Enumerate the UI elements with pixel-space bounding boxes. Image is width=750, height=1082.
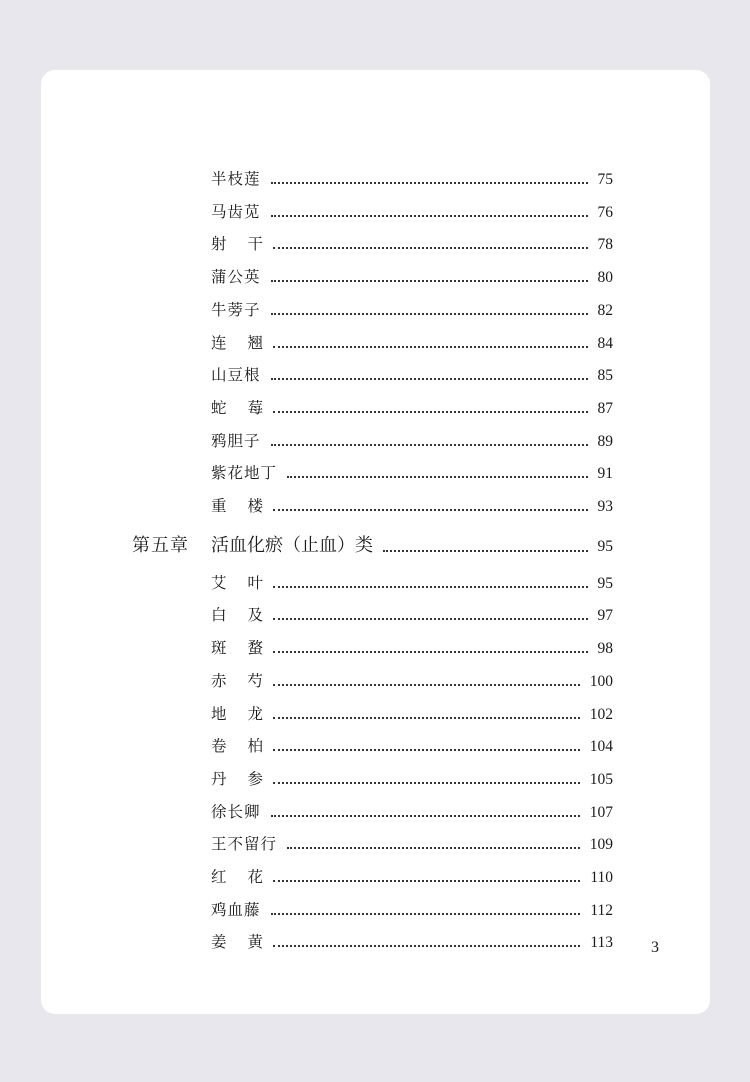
page-number: 3 bbox=[651, 939, 659, 956]
toc-entry[interactable] bbox=[41, 396, 710, 420]
dot-leader bbox=[271, 815, 580, 817]
toc-entry-title: 连 翘 bbox=[211, 333, 263, 352]
toc-chapter-heading[interactable] bbox=[41, 533, 710, 557]
toc-entry[interactable] bbox=[41, 930, 710, 954]
toc-entry-page: 104 bbox=[589, 738, 613, 756]
toc-entry-page: 95 bbox=[597, 574, 613, 592]
toc-entry-title: 卷 柏 bbox=[211, 737, 263, 756]
toc-entry-title: 鸦胆子 bbox=[211, 431, 261, 450]
dot-leader bbox=[273, 247, 588, 249]
dot-leader bbox=[273, 346, 588, 348]
toc-entry-page: 100 bbox=[589, 672, 613, 690]
toc-entry-page: 89 bbox=[597, 432, 613, 450]
dot-leader bbox=[273, 880, 580, 882]
toc-entry[interactable] bbox=[41, 265, 710, 289]
toc-entry[interactable] bbox=[41, 331, 710, 355]
toc-entry-title: 赤 芍 bbox=[211, 671, 263, 690]
toc-entry-title: 鸡血藤 bbox=[211, 900, 261, 919]
toc-entry-page: 105 bbox=[589, 770, 613, 788]
toc-entry-page: 98 bbox=[597, 640, 613, 658]
dot-leader bbox=[271, 313, 588, 315]
toc-entry-title: 蒲公英 bbox=[211, 268, 261, 287]
toc-entry-title: 姜 黄 bbox=[211, 933, 263, 952]
dot-leader bbox=[287, 476, 587, 478]
toc-entry[interactable] bbox=[41, 232, 710, 256]
toc-entry[interactable] bbox=[41, 200, 710, 224]
toc-entry[interactable] bbox=[41, 702, 710, 726]
dot-leader bbox=[271, 378, 588, 380]
toc-entry-title: 王不留行 bbox=[211, 835, 278, 854]
dot-leader bbox=[273, 749, 580, 751]
chapter-page: 95 bbox=[597, 537, 613, 555]
toc-entry-title: 丹 参 bbox=[211, 769, 263, 788]
chapter-label: 第五章 bbox=[132, 534, 189, 556]
toc-entry[interactable] bbox=[41, 636, 710, 660]
dot-leader bbox=[273, 782, 580, 784]
toc-entry[interactable] bbox=[41, 767, 710, 791]
toc-entry-title: 艾 叶 bbox=[211, 573, 263, 592]
dot-leader bbox=[273, 509, 588, 511]
toc-entry[interactable] bbox=[41, 298, 710, 322]
dot-leader bbox=[271, 913, 581, 915]
toc-entry-title: 白 及 bbox=[211, 606, 263, 625]
toc-entry[interactable] bbox=[41, 865, 710, 889]
toc-entry-title: 射 干 bbox=[211, 235, 263, 254]
toc-entry-title: 马齿苋 bbox=[211, 202, 261, 221]
toc-entry-title: 牛蒡子 bbox=[211, 300, 261, 319]
toc-entry-page: 97 bbox=[597, 607, 613, 625]
dot-leader bbox=[273, 684, 580, 686]
dot-leader bbox=[273, 945, 580, 947]
toc-entry-title: 蛇 莓 bbox=[211, 398, 263, 417]
toc-entry-page: 109 bbox=[589, 836, 613, 854]
toc-entry-page: 93 bbox=[597, 498, 613, 515]
toc-entry-page: 107 bbox=[589, 803, 613, 821]
toc-entry-page: 91 bbox=[597, 465, 613, 483]
toc-entry-title: 地 龙 bbox=[211, 704, 263, 723]
toc-entry-page: 102 bbox=[589, 705, 613, 723]
toc-entry[interactable] bbox=[41, 461, 710, 485]
toc-entry-page: 112 bbox=[590, 901, 613, 919]
toc-entry-title: 徐长卿 bbox=[211, 802, 261, 821]
toc-entry[interactable] bbox=[41, 832, 710, 856]
toc-entry[interactable] bbox=[41, 898, 710, 922]
toc-entry-title: 重 楼 bbox=[211, 497, 263, 515]
toc-entry-title: 紫花地丁 bbox=[211, 464, 278, 483]
dot-leader bbox=[271, 280, 588, 282]
toc-entry-title: 半枝莲 bbox=[211, 170, 261, 188]
toc-entry-page: 75 bbox=[597, 171, 613, 188]
dot-leader bbox=[273, 618, 588, 620]
chapter-title: 活血化瘀（止血）类 bbox=[211, 534, 373, 556]
dot-leader bbox=[273, 651, 588, 653]
toc-entry-page: 113 bbox=[590, 934, 613, 952]
dot-leader bbox=[271, 215, 588, 217]
dot-leader bbox=[383, 550, 588, 552]
toc-entry[interactable] bbox=[41, 429, 710, 453]
dot-leader bbox=[271, 182, 588, 184]
toc-entry[interactable] bbox=[41, 167, 710, 191]
toc-entry-title: 红 花 bbox=[211, 868, 263, 886]
toc-entry-page: 110 bbox=[590, 869, 613, 886]
toc-entry-page: 76 bbox=[597, 203, 613, 221]
toc-entry[interactable] bbox=[41, 800, 710, 824]
toc-entry[interactable] bbox=[41, 734, 710, 758]
toc-entry[interactable] bbox=[41, 363, 710, 387]
dot-leader bbox=[271, 444, 588, 446]
toc-entry-title: 山豆根 bbox=[211, 366, 261, 385]
toc-entry-page: 82 bbox=[597, 301, 613, 319]
toc-entry[interactable] bbox=[41, 494, 710, 518]
toc-entry-page: 78 bbox=[597, 236, 613, 254]
dot-leader bbox=[273, 411, 588, 413]
dot-leader bbox=[287, 847, 580, 849]
document-page bbox=[41, 70, 710, 1014]
table-of-contents bbox=[41, 70, 710, 1014]
toc-entry-page: 85 bbox=[597, 367, 613, 385]
toc-entry-page: 84 bbox=[597, 334, 613, 352]
dot-leader bbox=[273, 586, 588, 588]
toc-entry[interactable] bbox=[41, 571, 710, 595]
toc-entry[interactable] bbox=[41, 669, 710, 693]
toc-entry-title: 斑 蝥 bbox=[211, 639, 263, 658]
dot-leader bbox=[273, 717, 580, 719]
toc-entry[interactable] bbox=[41, 603, 710, 627]
toc-entry-page: 87 bbox=[597, 399, 613, 417]
toc-entry-page: 80 bbox=[597, 269, 613, 287]
